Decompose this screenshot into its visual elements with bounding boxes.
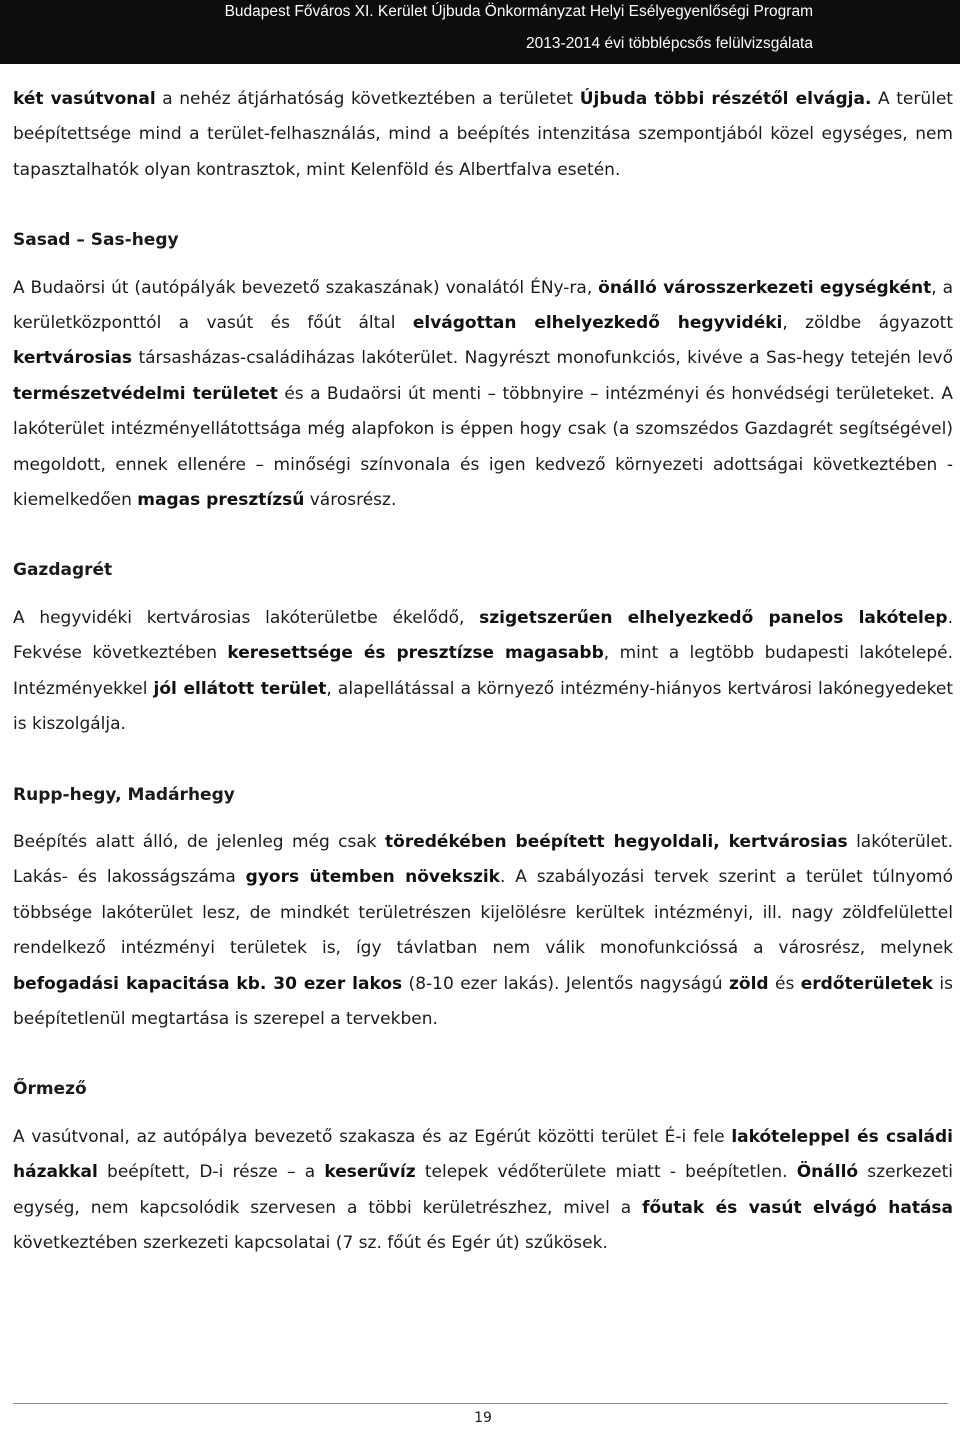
body-text: , zöldbe ágyazott xyxy=(782,313,953,334)
bold-text: keresettsége és presztízse magasabb xyxy=(227,643,604,664)
bold-text: gyors ütemben növekszik xyxy=(245,867,500,888)
bold-text: Újbuda többi részétől elvágja. xyxy=(579,89,872,109)
body-text: A hegyvidéki kertvárosias lakóterületbe ékelődő, xyxy=(13,607,480,628)
body-text: , mint a legtöbb budapesti lakótelepé. Intézményekkel xyxy=(13,643,954,699)
body-text: beépített, D-i része – a xyxy=(97,1162,325,1183)
body-text: telepek védőterülete miatt - beépítetlen. xyxy=(415,1162,797,1183)
header-revision-subtitle: 2013-2014 évi többlépcsős felülvizsgálata xyxy=(526,35,813,52)
body-text: (8-10 ezer lakás). Jelentős nagyságú xyxy=(402,973,729,994)
bold-text: jól ellátott terület xyxy=(153,678,327,699)
bold-text: főutak és vasút elvágó hatása xyxy=(642,1197,954,1218)
body-text: Beépítés alatt álló, de jelenleg még csak xyxy=(13,831,386,852)
body-text: A vasútvonal, az autópálya bevezető szakasza és az Egérút közötti terület É-i fele xyxy=(13,1126,732,1147)
bold-text: zöld xyxy=(729,973,769,994)
rupp-hegy-paragraph xyxy=(13,825,953,1037)
section-heading-rupp-hegy: Rupp-hegy, Madárhegy xyxy=(13,784,235,805)
bold-text: lakóteleppel és családi házakkal xyxy=(13,1126,954,1183)
gazdagret-paragraph xyxy=(13,601,953,743)
sasad-paragraph xyxy=(13,271,953,519)
bold-text: töredékében beépített hegyoldali, kertvárosias xyxy=(385,831,848,852)
footer-divider xyxy=(13,1403,948,1404)
body-text: . Fekvése következtében xyxy=(13,607,953,664)
bold-text: kertvárosias xyxy=(13,348,133,369)
bold-text: befogadási kapacitása kb. 30 ezer lakos xyxy=(13,973,403,994)
body-text: . A szabályozási tervek szerint a terület túlnyomó többsége lakóterület lesz, de mindkét területrészen kijelölésre kerültek intézményi, ill. nagy zöldfelülettel rendelkező intézményi területek is, így távlatban nem válik monofunkcióssá a városrész, melynek xyxy=(13,867,954,959)
body-text: városrész. xyxy=(304,490,397,511)
bold-text: természetvédelmi területet xyxy=(13,383,278,404)
body-text: következtében szerkezeti kapcsolatai (7 sz. főút és Egér út) szűkösek. xyxy=(13,1232,608,1253)
bold-text: magas presztízsű xyxy=(137,490,305,511)
intro-paragraph xyxy=(13,82,953,188)
body-text: A terület beépítettsége mind a terület-felhasználás, mind a beépítés intenzitása szempontjából közel egységes, nem tapasztalhatók olyan kontrasztok, mint Kelenföld és Albertfalva esetén. xyxy=(13,89,953,180)
section-heading-ormezo: Őrmező xyxy=(13,1079,87,1100)
body-text: a nehéz átjárhatóság következtében a területet xyxy=(155,89,580,109)
body-text: A Budaörsi út (autópályák bevezető szakaszának) vonalától ÉNy-ra, xyxy=(13,277,599,298)
body-text: szerkezeti egység, nem kapcsolódik szervesen a többi kerületrészhez, mivel a xyxy=(13,1162,953,1218)
body-text: és a Budaörsi út menti – többnyire – intézményi és honvédségi területeket. A lakóterület intézményellátottsága még alapfokon is éppen hogy csak (a szomszédos Gazdagrét segítségével) megoldott, ennek ellenére – minőségi színvonala és igen kedvező környezeti adottságai következtében - kiemelkedően xyxy=(13,383,953,511)
bold-text: szigetszerűen elhelyezkedő panelos lakótelep xyxy=(479,607,948,628)
bold-text: elvágottan elhelyezkedő hegyvidéki xyxy=(412,313,783,334)
document-body xyxy=(13,82,953,1261)
bold-text: önálló városszerkezeti egységként xyxy=(598,277,932,298)
ormezo-paragraph xyxy=(13,1120,953,1262)
body-text: , a kerületközponttól a vasút és főút által xyxy=(13,277,953,334)
bold-text: erdőterületek xyxy=(800,973,933,994)
header-program-title: Budapest Főváros XI. Kerület Újbuda Önkormányzat Helyi Esélyegyenlőségi Program xyxy=(224,3,813,20)
section-heading-gazdagret: Gazdagrét xyxy=(13,560,113,581)
bold-text: két vasútvonal xyxy=(13,89,156,109)
body-text: lakóterület. Lakás- és lakosságszáma xyxy=(13,831,954,888)
body-text: , alapellátással a környező intézmény-hiányos kertvárosi lakónegyedeket is kiszolgálja. xyxy=(13,678,953,735)
body-text: társasházas-családiházas lakóterület. Nagyrészt monofunkciós, kivéve a Sas-hegy tetején levő xyxy=(132,348,953,369)
body-text: is beépítetlenül megtartása is szerepel a tervekben. xyxy=(13,973,954,1029)
page-header xyxy=(0,0,960,64)
page-number: 19 xyxy=(474,1410,492,1426)
bold-text: keserűvíz xyxy=(324,1162,416,1183)
bold-text: Önálló xyxy=(796,1162,859,1183)
body-text: és xyxy=(768,973,801,994)
section-heading-sasad: Sasad – Sas-hegy xyxy=(13,230,179,251)
